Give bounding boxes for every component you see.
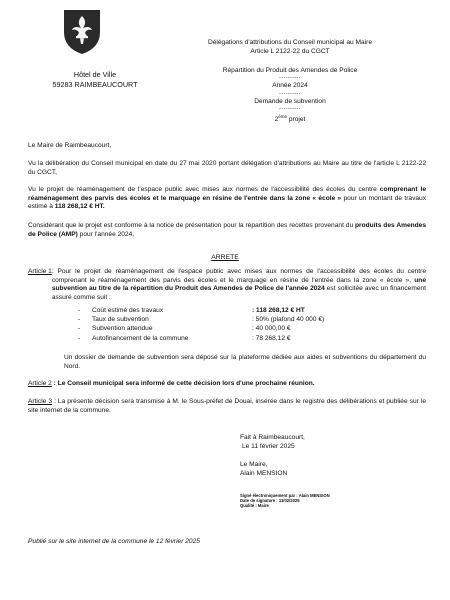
list-item: - Autofinancement de la commune : 78 268,12 € — [78, 334, 291, 342]
town-crest-logo — [62, 8, 102, 56]
article-2 — [28, 380, 426, 389]
article-1 — [28, 268, 426, 302]
mairie-address — [40, 70, 150, 90]
vu-deliberation: Vu la délibération du Conseil municipal en date du 27 mai 2020 portant délégation d'attributions au Maire au titre de l'article L 2122-22 du CGCT, — [28, 160, 426, 176]
list-item: - Subvention attendue : 40 000,00 € — [78, 325, 291, 333]
document-header — [180, 38, 400, 125]
signature-name: Alain MENSION — [240, 470, 288, 477]
header-request: Demande de subvention — [254, 97, 326, 105]
address-line-1: Hôtel de Ville — [73, 70, 117, 79]
signature-place: Fait à Raimbeaucourt, — [240, 434, 305, 441]
esig-line: Qualité : Maire — [240, 503, 269, 509]
article-3 — [28, 398, 426, 415]
vu-projet: Vu le projet de réaménagement de l'espace public avec mises aux normes de l'accessibilité des écoles du centre comprenant le réaménagement des parvis des écoles et le marquage en résine de l'entrée dans la zone « école » pour un montant de travaux estimé à 118 268,12 € HT. — [28, 186, 427, 211]
financing-list — [78, 306, 324, 343]
header-separator: ---------- — [279, 75, 301, 82]
header-year: Année 2024 — [272, 82, 308, 90]
header-title: Délégations d'attributions du Conseil municipal au Maire — [208, 39, 372, 46]
article-3-text: : La présente décision sera transmise à M. le Sous-préfet de Douai, insérée dans le registre des délibérations et publiée sur le site internet de la commune. — [28, 398, 426, 414]
esig-line: Date de signature : 11/02/2025 — [240, 498, 300, 504]
article-1-label: Article 1 — [28, 268, 52, 275]
intro-line: Le Maire de Raimbeaucourt, — [28, 142, 112, 149]
list-item: - Taux de subvention : 50% (plafond 40 000 €) — [78, 316, 325, 324]
publication-note: Publié sur le site internet de la commune le 12 février 2025 — [28, 538, 200, 545]
header-project: 2ème projet — [274, 114, 306, 124]
signature-title: Le Maire, — [240, 461, 268, 468]
esig-line: Signé électroniquement par : Alain MENSION — [240, 493, 330, 498]
article-2-text: : Le Conseil municipal sera informé de cette décision lors d'une prochaine réunion. — [51, 380, 315, 387]
header-separator: ---------- — [279, 90, 301, 97]
arrete-heading: ARRETE — [211, 254, 239, 261]
article-1-note: Un dossier de demande de subvention sera déposé sur la plateforme dédiée aux aides et subventions du département du Nord. — [64, 354, 426, 370]
considerant: Considérant que le projet est conforme à la notice de présentation pour la répartition des recettes provenant du produits des Amendes de Police (AMP) pour l'année 2024, — [28, 222, 426, 238]
electronic-signature — [240, 493, 330, 509]
signature-date: Le 11 février 2025 — [242, 443, 295, 450]
header-subject: Répartition du Produit des Amendes de Police — [222, 66, 358, 74]
article-1-text: : Pour le projet de réaménagement de l'espace public avec mises aux normes de l'accessibilité des écoles du centre comprenant le réaménagement des parvis des écoles et le marquage en résine de l'entrée dans la zone « école », une subvention au titre de la répartition du Produit des Amendes de Police de l'année 2024 est sollicitée avec un financement assuré comme suit : — [51, 268, 426, 301]
signature-block — [240, 433, 305, 478]
address-line-2: 59283 RAIMBEAUCOURT — [52, 80, 138, 89]
header-article: Article L 2122-22 du CGCT — [250, 48, 330, 56]
header-separator: ---------- — [279, 106, 301, 113]
list-item: - Coût estimé des travaux : 118 268,12 € HT — [78, 307, 305, 314]
article-2-label: Article 2 — [28, 380, 52, 387]
article-3-label: Article 3 — [28, 398, 53, 405]
